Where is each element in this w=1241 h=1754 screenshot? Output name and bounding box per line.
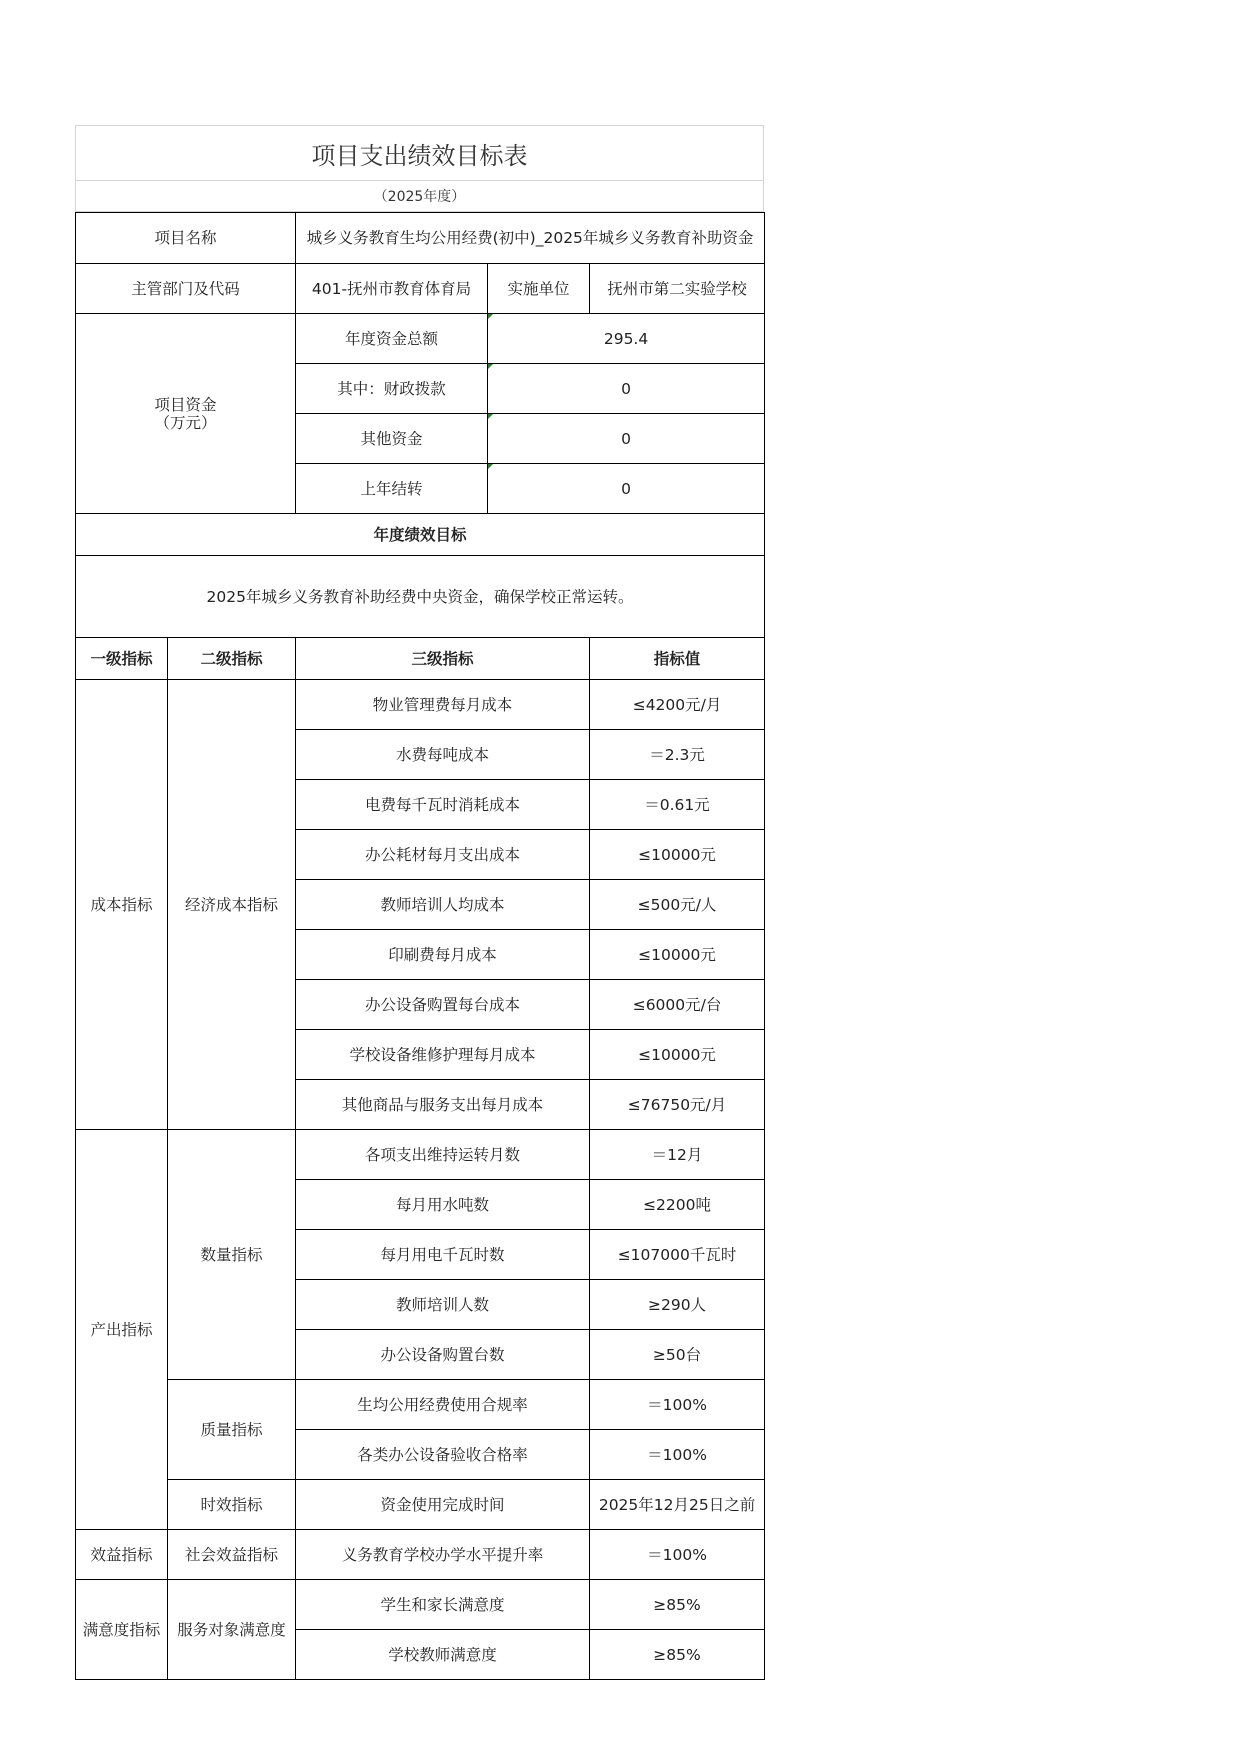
indicator-name: 办公设备购置台数	[296, 1330, 590, 1380]
header-level1: 一级指标	[76, 638, 168, 680]
target-table	[75, 212, 765, 1680]
annual-goal-text: 2025年城乡义务教育补助经费中央资金，确保学校正常运转。	[76, 556, 765, 638]
indicator-name: 生均公用经费使用合规率	[296, 1380, 590, 1430]
indicator-value: ＝100%	[590, 1380, 765, 1430]
level2-cell: 时效指标	[168, 1480, 296, 1530]
level2-cell: 经济成本指标	[168, 680, 296, 1130]
indicator-value: ＝12月	[590, 1130, 765, 1180]
indicator-name: 每月用电千瓦时数	[296, 1230, 590, 1280]
project-name-label: 项目名称	[76, 213, 296, 264]
indicator-name: 教师培训人数	[296, 1280, 590, 1330]
indicator-value: ＝100%	[590, 1430, 765, 1480]
indicator-name: 资金使用完成时间	[296, 1480, 590, 1530]
indicator-value: ＝0.61元	[590, 780, 765, 830]
fund-value: 0	[488, 464, 765, 514]
fund-label: 年度资金总额	[296, 314, 488, 364]
fund-value: 0	[488, 364, 765, 414]
indicator-value: ≤2200吨	[590, 1180, 765, 1230]
indicator-name: 印刷费每月成本	[296, 930, 590, 980]
dept-value: 401-抚州市教育体育局	[296, 264, 488, 314]
indicator-name: 学校教师满意度	[296, 1630, 590, 1680]
indicator-name: 办公耗材每月支出成本	[296, 830, 590, 880]
indicator-value: ≥85%	[590, 1580, 765, 1630]
indicator-name: 办公设备购置每台成本	[296, 980, 590, 1030]
year-label: （2025年度）	[75, 180, 764, 212]
indicator-value: ≤76750元/月	[590, 1080, 765, 1130]
indicator-name: 每月用水吨数	[296, 1180, 590, 1230]
indicator-value: ≤10000元	[590, 930, 765, 980]
indicator-value: ≤10000元	[590, 1030, 765, 1080]
level1-cell: 满意度指标	[76, 1580, 168, 1680]
indicator-value: ＝100%	[590, 1530, 765, 1580]
indicator-name: 各项支出维持运转月数	[296, 1130, 590, 1180]
level1-cell: 产出指标	[76, 1130, 168, 1530]
indicator-name: 教师培训人均成本	[296, 880, 590, 930]
header-value: 指标值	[590, 638, 765, 680]
impl-value: 抚州市第二实验学校	[590, 264, 765, 314]
fund-value: 295.4	[488, 314, 765, 364]
level2-cell: 质量指标	[168, 1380, 296, 1480]
indicator-name: 各类办公设备验收合格率	[296, 1430, 590, 1480]
indicator-value: ≤500元/人	[590, 880, 765, 930]
indicator-name: 电费每千瓦时消耗成本	[296, 780, 590, 830]
page-title: 项目支出绩效目标表	[75, 125, 764, 180]
indicator-value: ≤10000元	[590, 830, 765, 880]
indicator-name: 其他商品与服务支出每月成本	[296, 1080, 590, 1130]
level2-cell: 服务对象满意度	[168, 1580, 296, 1680]
header-level2: 二级指标	[168, 638, 296, 680]
level1-cell: 效益指标	[76, 1530, 168, 1580]
header-level3: 三级指标	[296, 638, 590, 680]
indicator-name: 学校设备维修护理每月成本	[296, 1030, 590, 1080]
level1-cell: 成本指标	[76, 680, 168, 1130]
performance-target-sheet	[75, 125, 764, 1680]
indicator-name: 学生和家长满意度	[296, 1580, 590, 1630]
indicator-name: 义务教育学校办学水平提升率	[296, 1530, 590, 1580]
fund-label: 上年结转	[296, 464, 488, 514]
indicator-name: 物业管理费每月成本	[296, 680, 590, 730]
indicator-value: ≥85%	[590, 1630, 765, 1680]
indicator-value: ≥290人	[590, 1280, 765, 1330]
indicator-value: ≤4200元/月	[590, 680, 765, 730]
indicator-value: ≥50台	[590, 1330, 765, 1380]
dept-label: 主管部门及代码	[76, 264, 296, 314]
level2-cell: 社会效益指标	[168, 1530, 296, 1580]
fund-label: 其中：财政拨款	[296, 364, 488, 414]
fund-label: 其他资金	[296, 414, 488, 464]
indicator-value: 2025年12月25日之前	[590, 1480, 765, 1530]
level2-cell: 数量指标	[168, 1130, 296, 1380]
fund-value: 0	[488, 414, 765, 464]
funds-label: 项目资金 （万元）	[76, 314, 296, 514]
project-name-value: 城乡义务教育生均公用经费(初中)_2025年城乡义务教育补助资金	[296, 213, 765, 264]
annual-goal-label: 年度绩效目标	[76, 514, 765, 556]
impl-label: 实施单位	[488, 264, 590, 314]
indicator-name: 水费每吨成本	[296, 730, 590, 780]
indicator-value: ≤6000元/台	[590, 980, 765, 1030]
indicator-value: ≤107000千瓦时	[590, 1230, 765, 1280]
indicator-value: ＝2.3元	[590, 730, 765, 780]
